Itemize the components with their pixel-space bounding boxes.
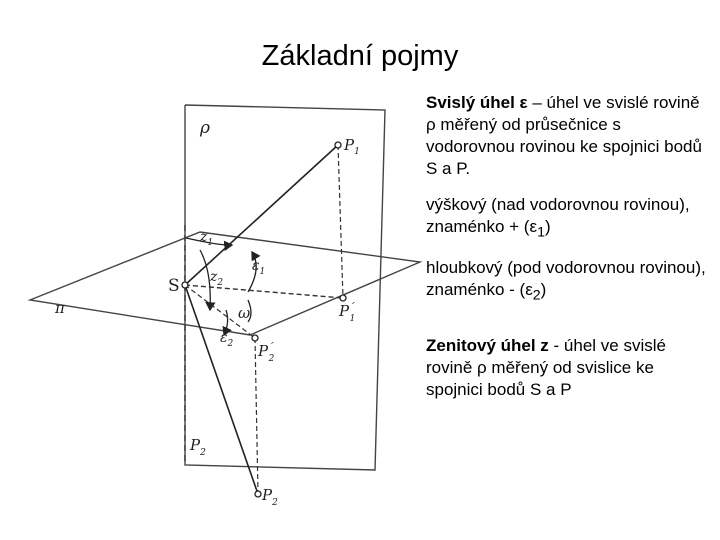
vertical-p1 — [338, 145, 343, 298]
point-s — [182, 282, 188, 288]
vertical-p2 — [255, 338, 258, 494]
label-p2-prime: P´ 2 — [258, 341, 275, 364]
text-panel — [426, 92, 711, 415]
paragraph-depression: hloubkový (pod vodorovnou rovinou), znaménko - $(\varepsilon_2)$ — [426, 258, 706, 304]
definition-vertical-angle: – úhel ve svislé rovině ρ měřený od průsečnice s vodorovnou rovinou ke spojnici bodů S a P. — [426, 93, 702, 178]
paragraph-vertical-angle — [426, 92, 711, 180]
label-epsilon1: $\varepsilon_1$ — [252, 258, 266, 277]
paragraph-elevation: výškový (nad vodorovnou rovinou), znaménko + $(\varepsilon_1)$ — [426, 195, 690, 241]
label-p1: $P_1$ — [344, 136, 360, 157]
label-omega: ω — [238, 304, 251, 322]
label-p2-plane: $P_2$ — [190, 436, 206, 458]
intersection-line — [185, 285, 343, 298]
sight-line-p1 — [185, 145, 338, 285]
label-s: S — [168, 276, 180, 296]
point-p2 — [255, 491, 261, 497]
slide-title: Základní pojmy — [261, 40, 459, 72]
point-p1-prime — [340, 295, 346, 301]
vertical-plane-rho — [185, 105, 385, 470]
term-vertical-angle: Svislý úhel ε — [426, 93, 528, 112]
label-epsilon2: $\varepsilon_2$ — [220, 330, 234, 349]
geometry-diagram — [0, 88, 430, 540]
definition-zenith-angle: - úhel ve svislé rovině ρ měřený od svislice ke spojnici bodů S a P — [426, 335, 666, 399]
point-p1 — [335, 142, 341, 148]
point-p2-prime — [252, 335, 258, 341]
label-p1-prime: P´ 1 — [339, 301, 356, 324]
label-p2: $P_2$ — [262, 486, 278, 508]
label-z2: $z_2$ — [210, 269, 224, 288]
term-zenith-angle: Zenitový úhel z — [426, 335, 549, 355]
label-rho: ρ — [200, 118, 210, 138]
label-pi: π — [55, 299, 65, 317]
paragraph-zenith-angle — [426, 335, 711, 401]
label-z1: $z_1$ — [200, 229, 214, 248]
